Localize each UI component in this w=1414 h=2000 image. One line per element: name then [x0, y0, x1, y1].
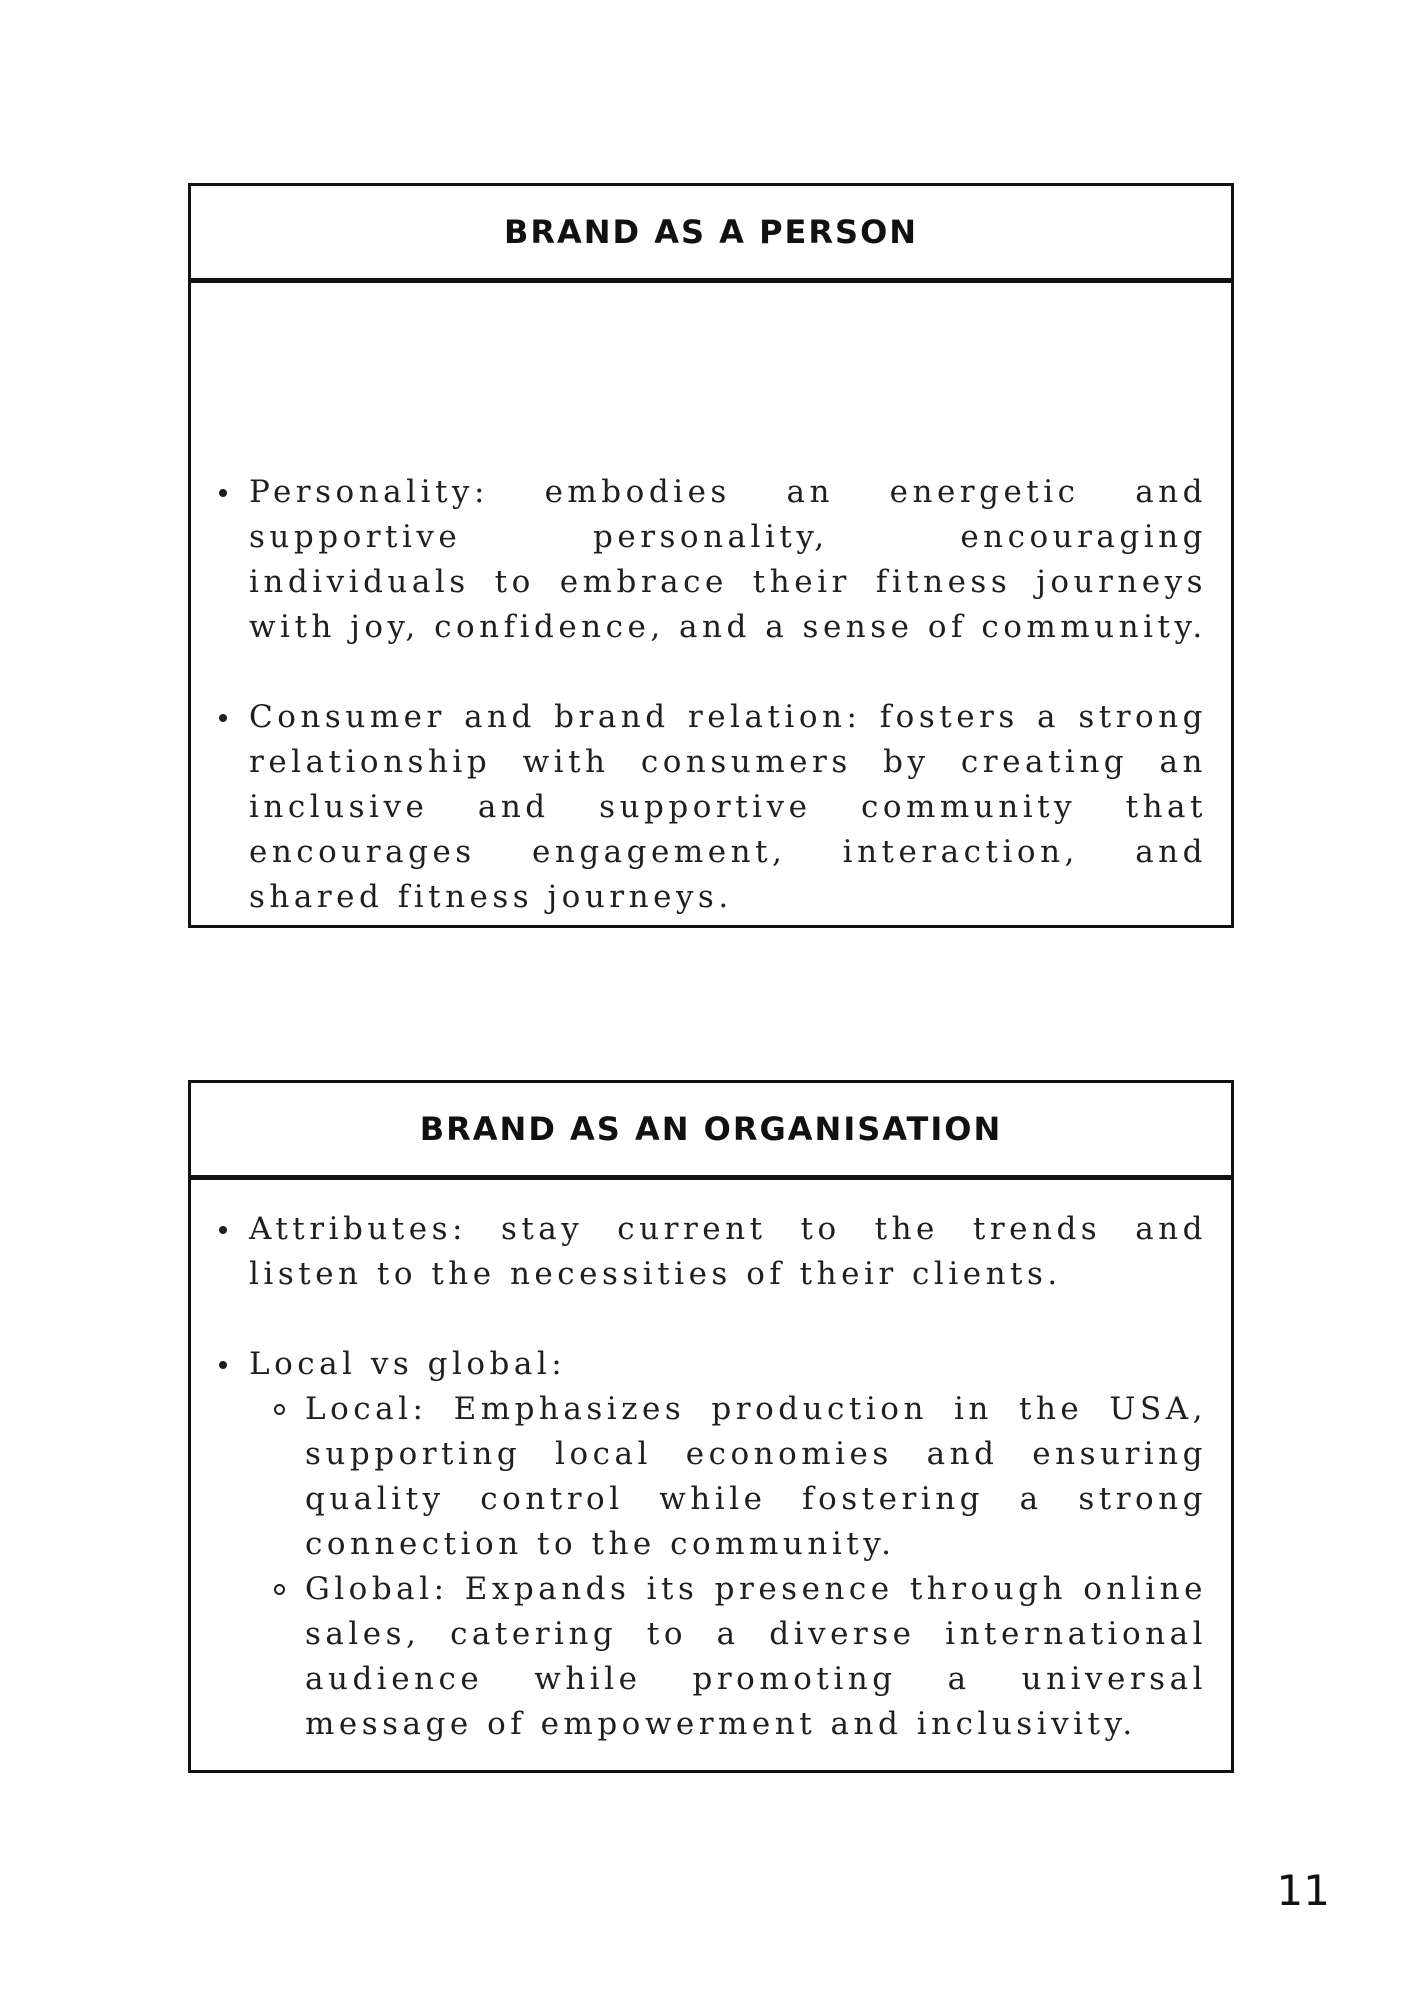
brand-as-organisation-box	[188, 1080, 1234, 1773]
local-vs-global-sublist	[249, 1387, 1207, 1747]
sub-item-local: Local: Emphasizes production in the USA, supporting local economies and ensuring quality control while fostering a strong connection to the community.	[249, 1387, 1207, 1567]
brand-as-organisation-header	[191, 1083, 1231, 1180]
list-item-consumer-relation: Consumer and brand relation: fosters a strong relationship with consumers by creating an inclusive and supportive community that encourages engagement, interaction, and shared fitness journeys.	[191, 695, 1207, 920]
brand-as-person-list	[191, 470, 1207, 920]
list-item-personality: Personality: embodies an energetic and supportive personality, encouraging individuals to embrace their fitness journeys with joy, confidence, and a sense of community.	[191, 470, 1207, 650]
brand-as-organisation-body	[191, 1180, 1231, 1747]
local-vs-global-label: Local vs global:	[249, 1346, 567, 1382]
page-number: 11	[1276, 1866, 1330, 1915]
brand-as-organisation-title: BRAND AS AN ORGANISATION	[419, 1110, 1003, 1148]
sub-item-global: Global: Expands its presence through online sales, catering to a diverse international audience while promoting a universal message of empowerment and inclusivity.	[249, 1567, 1207, 1747]
list-item-local-vs-global	[191, 1342, 1207, 1747]
brand-as-person-body	[191, 283, 1231, 920]
brand-as-person-title: BRAND AS A PERSON	[503, 213, 919, 251]
list-item-attributes: Attributes: stay current to the trends and listen to the necessities of their clients.	[191, 1207, 1207, 1297]
brand-as-person-box	[188, 183, 1234, 928]
brand-as-organisation-list	[191, 1207, 1207, 1747]
brand-as-person-header	[191, 186, 1231, 283]
